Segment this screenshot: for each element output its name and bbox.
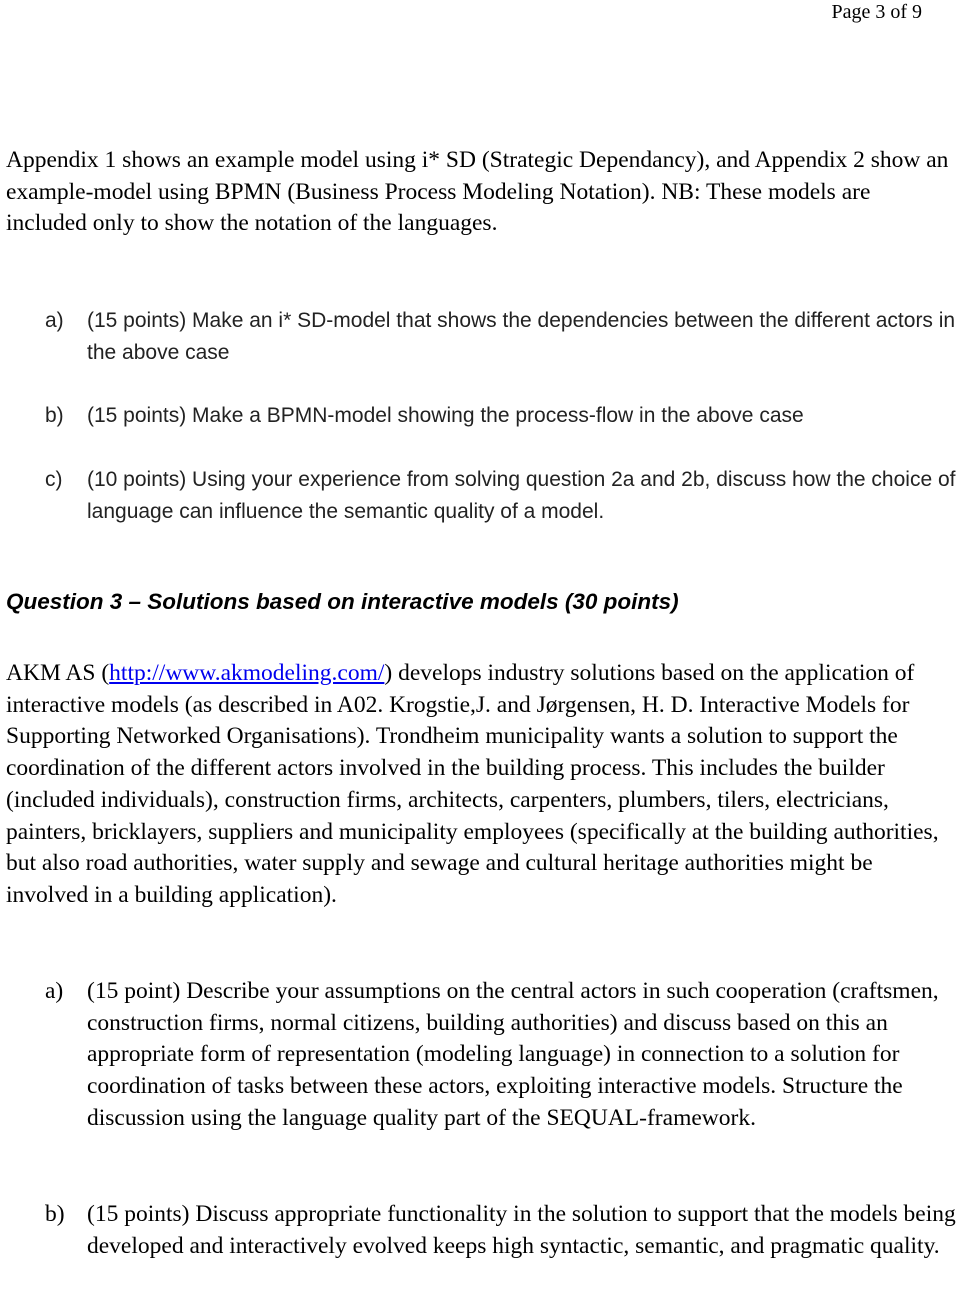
question2-item-c — [45, 464, 957, 528]
question3-paragraph — [6, 658, 956, 912]
item-marker: c) — [45, 468, 63, 491]
question3-heading: Question 3 – Solutions based on interactive models (30 points) — [6, 589, 679, 614]
page-number: Page 3 of 9 — [831, 1, 922, 23]
intro-paragraph: Appendix 1 shows an example model using i* SD (Strategic Dependancy), and Appendix 2 show an example-model using BPMN (Business Process Modeling Notation). NB: These models are included only to show the notation of the languages. — [6, 147, 949, 237]
akmodeling-link[interactable]: http://www.akmodeling.com/ — [109, 660, 385, 686]
question2-item-b — [45, 400, 957, 432]
item-text: (15 points) Discuss appropriate functionality in the solution to support that the models being developed and interactively evolved keeps high syntactic, semantic, and pragmatic quality. — [87, 1201, 956, 1259]
question3-item-b — [45, 1199, 957, 1262]
item-text: (15 points) Make an i* SD-model that shows the dependencies between the different actors in the above case — [87, 309, 956, 364]
question2-item-a — [45, 305, 957, 369]
item-text: (15 point) Describe your assumptions on the central actors in such cooperation (craftsmen, construction firms, normal citizens, building authorities) and discuss based on this an appropriate form of representation (modeling language) in connection to a solution for coordination of tasks between these actors, exploiting interactive models. Structure the discussion using the language quality part of the SEQUAL-framework. — [87, 978, 939, 1131]
item-marker: a) — [45, 978, 64, 1004]
item-marker: a) — [45, 309, 64, 332]
item-marker: b) — [45, 1201, 65, 1227]
item-text: (10 points) Using your experience from solving question 2a and 2b, discuss how the choice of language can influence the semantic quality of a model. — [87, 468, 956, 523]
paragraph-start: AKM AS ( — [6, 660, 110, 686]
item-text: (15 points) Make a BPMN-model showing the process-flow in the above case — [87, 404, 804, 427]
paragraph-rest: ) develops industry solutions based on the application of interactive models (as described in A02. Krogstie,J. and Jørgensen, H. D. Interactive Models for Supporting Networked Organisations). Trondheim municipality wants a solution to support the coordination of the different actors involved in the building process. This includes the builder (included individuals), construction firms, architects, carpenters, plumbers, tilers, electricians, painters, bricklayers, suppliers and municipality employees (specifically at the building authorities, but also road authorities, water supply and sewage and cultural heritage authorities might be involved in a building application). — [6, 660, 939, 908]
item-marker: b) — [45, 404, 64, 427]
question3-item-a — [45, 976, 957, 1135]
